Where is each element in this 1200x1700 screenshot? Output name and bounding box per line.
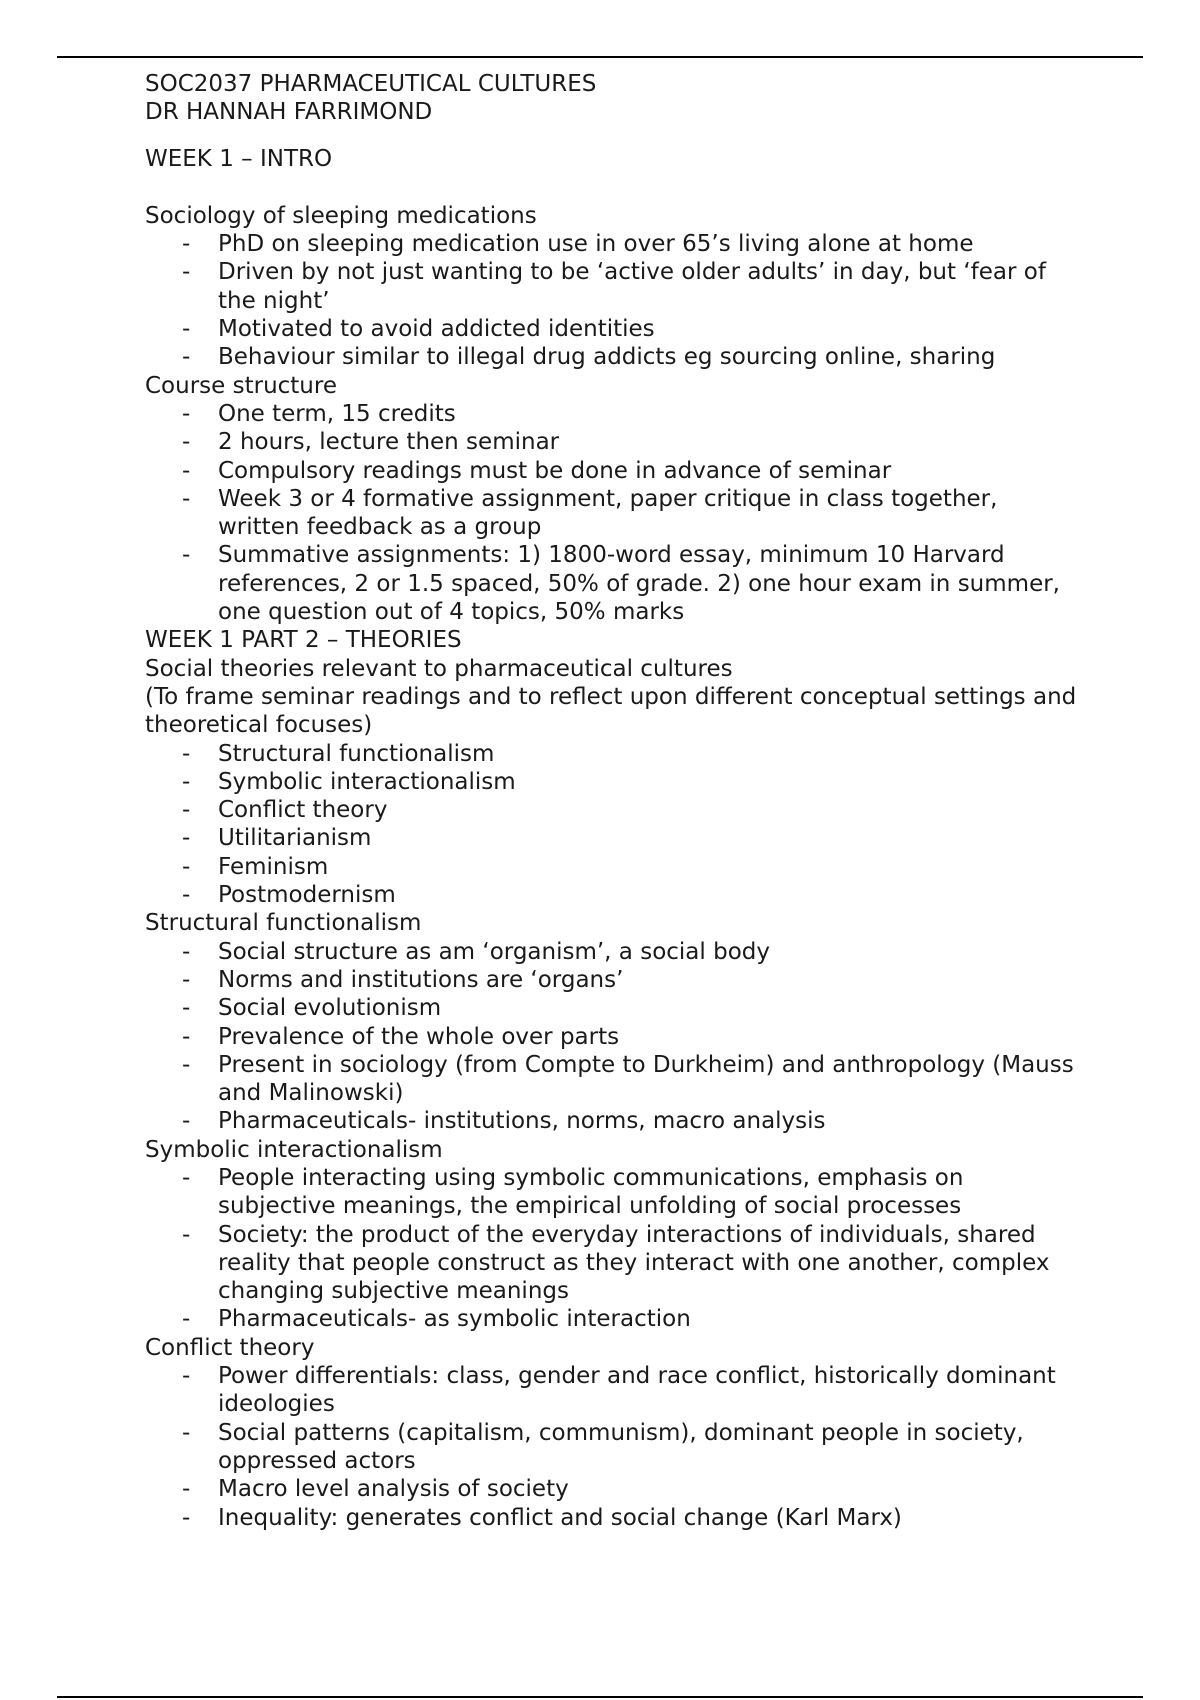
list-item-text: Norms and institutions are ‘organs’ <box>218 966 624 993</box>
section-heading: Symbolic interactionalism <box>145 1136 443 1163</box>
list-item-text: PhD on sleeping medication use in over 65’s living alone at home <box>218 231 974 258</box>
bullet-dash: - <box>182 1306 191 1333</box>
list-item-text: Behaviour similar to illegal drug addicts eg sourcing online, sharing <box>218 344 996 371</box>
part2-subtitle: Social theories relevant to pharmaceutical cultures <box>145 655 733 682</box>
list-item <box>145 230 1085 258</box>
list-item <box>145 1475 1085 1503</box>
week1-title: WEEK 1 – INTRO <box>145 145 333 172</box>
list-item <box>145 1504 1085 1532</box>
list-item <box>145 485 1085 542</box>
bullet-dash: - <box>182 1164 191 1191</box>
list-item <box>145 824 1085 852</box>
list-item <box>145 541 1085 626</box>
section-bullet-list <box>145 230 1085 371</box>
bullet-dash: - <box>182 768 191 795</box>
intro-sections <box>145 202 1085 626</box>
list-item-text: One term, 15 credits <box>218 400 456 427</box>
list-item-text: Social patterns (capitalism, communism), dominant people in society, oppressed actors <box>218 1419 1024 1474</box>
bullet-dash: - <box>182 400 191 427</box>
theory-sections <box>145 909 1085 1532</box>
list-item <box>145 740 1085 768</box>
list-item-text: Utilitarianism <box>218 825 372 852</box>
list-item <box>145 938 1085 966</box>
bullet-dash: - <box>182 429 191 456</box>
bullet-dash: - <box>182 882 191 909</box>
section-bullet-list <box>145 1164 1085 1334</box>
section-bullet-list <box>145 1362 1085 1532</box>
list-item-text: Week 3 or 4 formative assignment, paper critique in class together, written feedback as a group <box>218 485 998 541</box>
list-item <box>145 796 1085 824</box>
list-item <box>145 1221 1085 1306</box>
bullet-dash: - <box>182 853 191 880</box>
bullet-dash: - <box>182 1221 191 1248</box>
section-heading: Sociology of sleeping medications <box>145 202 537 229</box>
bullet-dash: - <box>182 1504 191 1531</box>
list-item <box>145 1023 1085 1051</box>
bottom-rule <box>57 1696 1143 1698</box>
list-item <box>145 1051 1085 1108</box>
list-item <box>145 1305 1085 1333</box>
bullet-dash: - <box>182 485 191 512</box>
list-item <box>145 1419 1085 1476</box>
list-item-text: Driven by not just wanting to be ‘active older adults’ in day, but ‘fear of the night’ <box>218 259 1046 314</box>
list-item-text: Motivated to avoid addicted identities <box>218 316 655 343</box>
list-item-text: Present in sociology (from Compte to Durkheim) and anthropology (Mauss and Malinowski) <box>218 1051 1074 1107</box>
list-item-text: Postmodernism <box>218 882 396 909</box>
bullet-dash: - <box>182 344 191 371</box>
section-bullet-list <box>145 938 1085 1136</box>
list-item-text: Inequality: generates conflict and social change (Karl Marx) <box>218 1504 902 1531</box>
list-item-text: Conflict theory <box>218 797 388 824</box>
list-item <box>145 966 1085 994</box>
list-item-text: Macro level analysis of society <box>218 1476 569 1503</box>
lecturer-name: DR HANNAH FARRIMOND <box>145 99 433 126</box>
list-item-text: Social evolutionism <box>218 995 442 1022</box>
list-item <box>145 315 1085 343</box>
list-item-text: Symbolic interactionalism <box>218 768 516 795</box>
part2-note: (To frame seminar readings and to reflect upon different conceptual settings and theoretical focuses) <box>145 683 1077 739</box>
bullet-dash: - <box>182 1051 191 1078</box>
part2-title: WEEK 1 PART 2 – THEORIES <box>145 627 462 654</box>
list-item-text: Social structure as am ‘organism’, a social body <box>218 938 770 965</box>
bullet-dash: - <box>182 1419 191 1446</box>
top-rule <box>57 56 1143 58</box>
bullet-dash: - <box>182 231 191 258</box>
list-item-text: Power differentials: class, gender and race conflict, historically dominant ideologies <box>218 1363 1056 1418</box>
section-heading: Course structure <box>145 372 337 399</box>
list-item-text: People interacting using symbolic communications, emphasis on subjective meanings, the empirical unfolding of social processes <box>218 1164 964 1220</box>
bullet-dash: - <box>182 740 191 767</box>
bullet-dash: - <box>182 995 191 1022</box>
list-item-text: Prevalence of the whole over parts <box>218 1023 620 1050</box>
list-item-text: Structural functionalism <box>218 740 495 767</box>
list-item <box>145 994 1085 1022</box>
list-item-text: Pharmaceuticals- institutions, norms, macro analysis <box>218 1108 826 1135</box>
course-title: SOC2037 PHARMACEUTICAL CULTURES <box>145 71 597 97</box>
list-item <box>145 768 1085 796</box>
list-item <box>145 1362 1085 1419</box>
section-bullet-list <box>145 400 1085 626</box>
list-item <box>145 400 1085 428</box>
list-item <box>145 1107 1085 1135</box>
bullet-dash: - <box>182 542 191 569</box>
section-heading: Conflict theory <box>145 1334 315 1361</box>
list-item <box>145 428 1085 456</box>
list-item-text: Compulsory readings must be done in advance of seminar <box>218 457 892 484</box>
bullet-dash: - <box>182 1108 191 1135</box>
bullet-dash: - <box>182 825 191 852</box>
bullet-dash: - <box>182 938 191 965</box>
list-item-text: Pharmaceuticals- as symbolic interaction <box>218 1306 691 1333</box>
bullet-dash: - <box>182 966 191 993</box>
list-item-text: Society: the product of the everyday interactions of individuals, shared reality that people construct as they interact with one another, complex changing subjective meanings <box>218 1221 1050 1305</box>
bullet-dash: - <box>182 1363 191 1390</box>
bullet-dash: - <box>182 797 191 824</box>
list-item <box>145 881 1085 909</box>
section-heading: Structural functionalism <box>145 910 422 937</box>
list-item <box>145 1164 1085 1221</box>
theories-list <box>145 740 1085 910</box>
bullet-dash: - <box>182 259 191 286</box>
list-item <box>145 853 1085 881</box>
bullet-dash: - <box>182 316 191 343</box>
list-item <box>145 258 1085 315</box>
list-item <box>145 343 1085 371</box>
list-item-text: 2 hours, lecture then seminar <box>218 429 560 456</box>
bullet-dash: - <box>182 1476 191 1503</box>
list-item-text: Feminism <box>218 853 329 880</box>
bullet-dash: - <box>182 1023 191 1050</box>
bullet-dash: - <box>182 457 191 484</box>
list-item-text: Summative assignments: 1) 1800-word essay, minimum 10 Harvard references, 2 or 1.5 spaced, 50% of grade. 2) one hour exam in summer, one question out of 4 topics, 50% marks <box>218 542 1060 626</box>
list-item <box>145 457 1085 485</box>
document-body <box>145 70 1085 1532</box>
